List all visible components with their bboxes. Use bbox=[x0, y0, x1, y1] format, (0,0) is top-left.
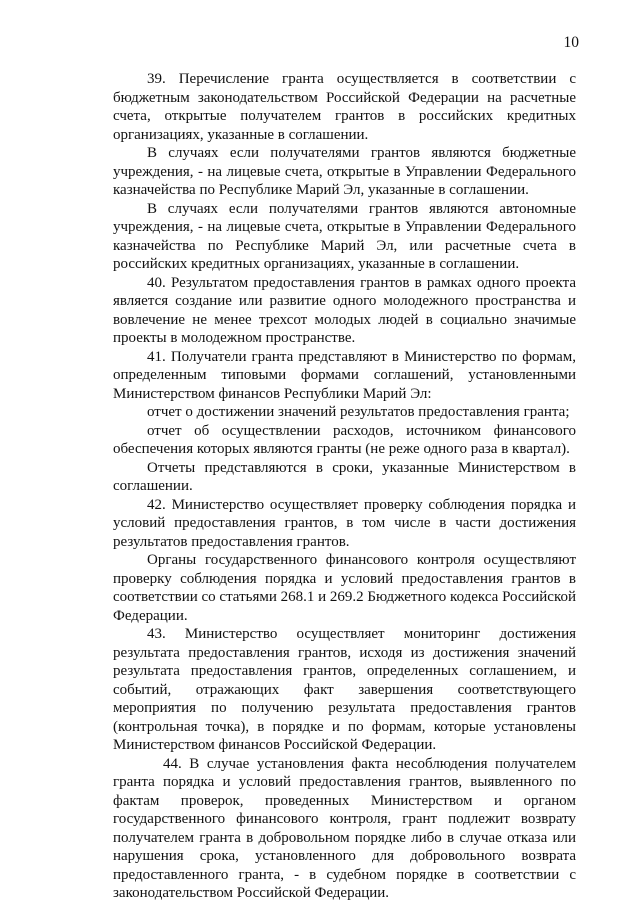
paragraph-44: 44. В случае установления факта несоблюдения получателем гранта порядка и условий предоставления грантов, выявленного по фактам проверок, проведенных Министерством и органом государственного финансового контроля, грант подлежит возврату получателем гранта в добровольном порядке либо в случае отказа или нарушения срока, установленного для добровольного возврата предоставленного гранта, - в судебном порядке в соответствии с законодательством Российской Федерации. bbox=[113, 755, 576, 901]
paragraph-39-autonomous-institutions: В случаях если получателями грантов являются автономные учреждения, - на лицевые счета, открытые в Управлении Федерального казначейства по Республике Марий Эл, или расчетные счета в российских кредитных организациях, указанные в соглашении. bbox=[113, 200, 576, 272]
paragraph-40: 40. Результатом предоставления грантов в рамках одного проекта является создание или развитие одного молодежного пространства и вовлечение не менее трехсот молодых людей в социально значимые проекты в молодежном пространстве. bbox=[113, 274, 576, 346]
paragraph-42: 42. Министерство осуществляет проверку соблюдения порядка и условий предоставления грантов, в том числе в части достижения результатов предоставления грантов. bbox=[113, 496, 576, 550]
paragraph-39-budget-institutions: В случаях если получателями грантов являются бюджетные учреждения, - на лицевые счета, открытые в Управлении Федерального казначейства по Республике Марий Эл, указанные в соглашении. bbox=[113, 145, 576, 198]
report-item-expenses: отчет об осуществлении расходов, источником финансового обеспечения которых являются гранты (не реже одного раза в квартал). bbox=[113, 422, 576, 457]
paragraph-39: 39. Перечисление гранта осуществляется в соответствии с бюджетным законодательством Российской Федерации на расчетные счета, открытые получателем грантов в российских кредитных организациях, указанные в соглашении. bbox=[113, 71, 576, 143]
document-body bbox=[113, 70, 576, 903]
paragraph-41: 41. Получатели гранта представляют в Министерство по формам, определенным типовыми формами соглашений, установленными Министерством финансов Республики Марий Эл: bbox=[113, 348, 576, 402]
paragraph-42-financial-control: Органы государственного финансового контроля осуществляют проверку соблюдения порядка и условий предоставления грантов в соответствии со статьями 268.1 и 269.2 Бюджетного кодекса Российской Федерации. bbox=[113, 552, 577, 624]
page-number: 10 bbox=[563, 34, 579, 51]
report-item-results: отчет о достижении значений результатов предоставления гранта; bbox=[147, 404, 570, 420]
paragraph-41-deadlines: Отчеты представляются в сроки, указанные Министерством в соглашении. bbox=[113, 459, 576, 494]
paragraph-43: 43. Министерство осуществляет мониторинг достижения результата предоставления грантов, исходя из достижения значений результата предоставления грантов, определенных соглашением, и событий, отражающих факт завершения соответствующего мероприятия по получению результата предоставления грантов (контрольная точка), в порядке и по формам, которые установлены Министерством финансов Российской Федерации. bbox=[113, 626, 576, 753]
